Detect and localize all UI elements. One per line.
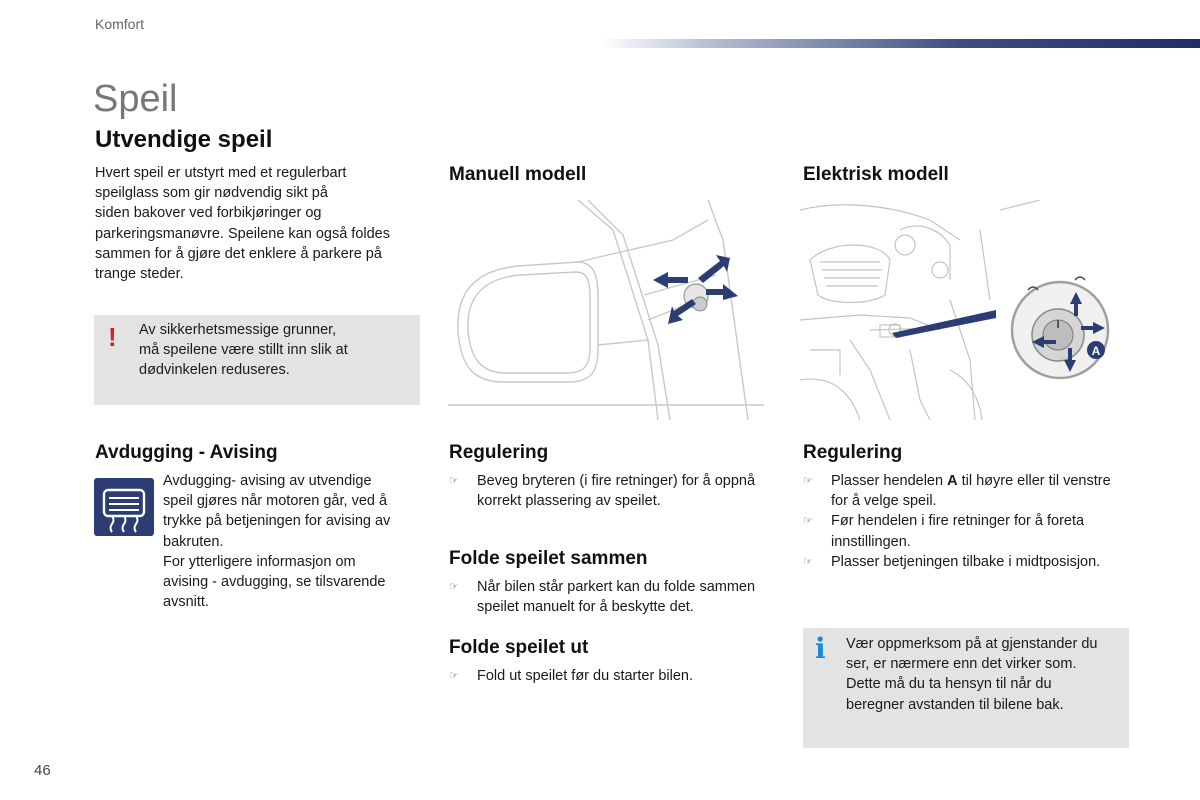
bullet-text: til høyre eller til venstre [957, 473, 1111, 489]
lever-label: A [947, 473, 958, 489]
intro-line: siden bakover ved forbikjøringer og [95, 205, 322, 222]
intro-line: sammen for å gjøre det enklere å parkere på [95, 245, 382, 262]
bullet-line: Når bilen står parkert kan du folde sammen [477, 579, 756, 595]
demist-line: speil gjøres når motoren går, ved å [163, 493, 388, 510]
bullet-item [449, 577, 784, 617]
bullet-item [449, 471, 784, 511]
manual-mirror-illustration [448, 200, 764, 420]
bullet-line: for å velge speil. [831, 493, 937, 510]
bullet-marker-icon: ☞ [803, 475, 813, 487]
bullet-line: Plasser betjeningen tilbake i midtposisjon. [831, 553, 1101, 570]
page-number: 46 [34, 762, 51, 779]
intro-line: Hvert speil er utstyrt med et regulerbart [95, 165, 347, 181]
warning-line: dødvinkelen reduseres. [139, 362, 290, 379]
page-title: Speil [93, 78, 178, 120]
bullet-line: Fold ut speilet før du starter bilen. [477, 668, 693, 684]
demist-heading: Avdugging - Avising [95, 442, 278, 463]
demist-line: bakruten. [163, 533, 224, 550]
intro-line: speilglass som gir nødvendig sikt på [95, 185, 328, 202]
bullet-item [803, 552, 1143, 572]
exterior-mirrors-heading: Utvendige speil [95, 126, 273, 153]
bullet-line [831, 471, 1143, 491]
info-line: beregner avstanden til bilene bak. [846, 696, 1064, 713]
info-text [846, 634, 1121, 715]
demist-text [163, 471, 423, 612]
electric-mirror-illustration [800, 200, 1130, 420]
info-line: ser, er nærmere enn det virker som. [846, 656, 1077, 673]
info-line: Dette må du ta hensyn til når du [846, 676, 1052, 693]
manual-adjust-heading: Regulering [449, 442, 549, 463]
bullet-marker-icon: ☞ [449, 670, 459, 682]
electric-adjust-list [803, 471, 1143, 572]
bullet-marker-icon: ☞ [803, 555, 813, 568]
rear-defrost-icon [94, 478, 154, 536]
info-line: Vær oppmerksom på at gjenstander du [846, 636, 1098, 652]
bullet-text: Plasser hendelen [831, 473, 948, 489]
bullet-line: Før hendelen i fire retninger for å foreta [831, 513, 1085, 530]
demist-line: avsnitt. [163, 594, 209, 611]
bullet-marker-icon: ☞ [803, 515, 813, 528]
warning-text [139, 320, 409, 381]
bullet-marker-icon: ☞ [449, 581, 459, 593]
section-label: Komfort [95, 16, 145, 32]
bullet-line: Beveg bryteren (i fire retninger) for å oppnå [477, 473, 756, 489]
intro-text [95, 163, 425, 284]
intro-line: trange steder. [95, 266, 184, 283]
demist-line: For ytterligere informasjon om [163, 553, 356, 570]
warning-icon: ! [108, 322, 117, 352]
electric-model-heading: Elektrisk modell [803, 164, 949, 185]
bullet-marker-icon: ☞ [449, 475, 459, 487]
demist-line: Avdugging- avising av utvendige [163, 473, 372, 489]
bullet-line: korrekt plassering av speilet. [477, 493, 661, 510]
bullet-item [803, 471, 1143, 511]
info-icon: i [815, 632, 826, 665]
callout-letter-a: A [1091, 344, 1101, 358]
bullet-item [803, 511, 1143, 551]
fold-list [449, 577, 784, 617]
warning-line: må speilene være stillt inn slik at [139, 342, 348, 359]
unfold-list [449, 666, 784, 686]
electric-adjust-heading: Regulering [803, 442, 903, 463]
demist-line: avising - avdugging, se tilsvarende [163, 574, 386, 591]
intro-line: parkeringsmanøvre. Speilene kan også foldes [95, 225, 390, 242]
manual-model-heading: Manuell modell [449, 164, 587, 185]
bullet-item [449, 666, 784, 686]
unfold-heading: Folde speilet ut [449, 637, 589, 658]
bullet-line: innstillingen. [831, 533, 911, 550]
warning-line: Av sikkerhetsmessige grunner, [139, 322, 337, 338]
header-bar [600, 39, 1200, 48]
bullet-line: speilet manuelt for å beskytte det. [477, 599, 694, 616]
manual-adjust-list [449, 471, 784, 511]
fold-heading: Folde speilet sammen [449, 548, 648, 569]
demist-line: trykke på betjeningen for avising av [163, 513, 391, 530]
